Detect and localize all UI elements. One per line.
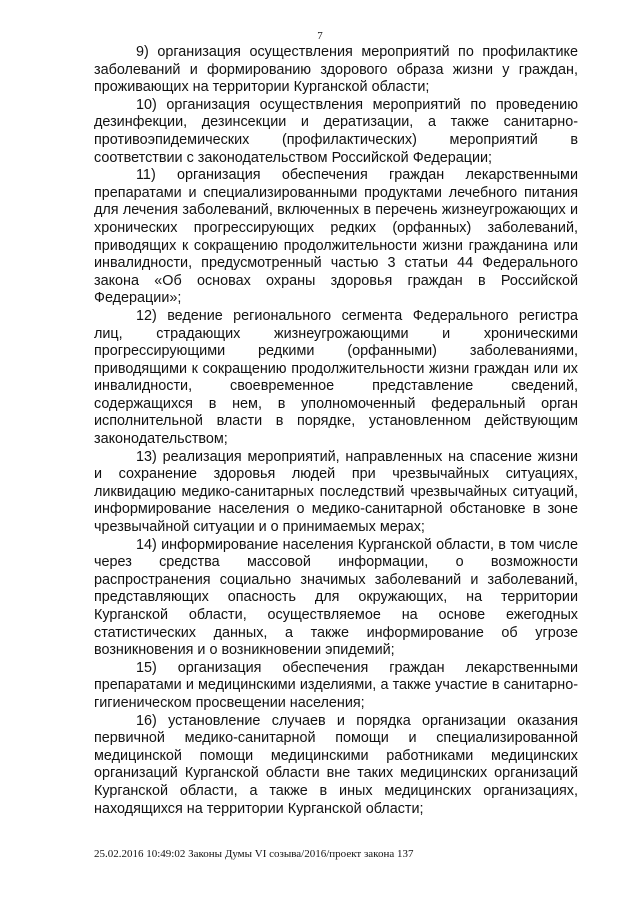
paragraph-item-16: 16) установление случаев и порядка организации оказания первичной медико-санитарной помощи и специализированной медицинской помощи медицинскими работниками медицинских организаций Курганской области вне таких медицинских организаций Курганской области, а также в иных медицинских организациях, находящихся на территории Курганской области; (94, 712, 578, 817)
paragraph-item-14: 14) информирование населения Курганской области, в том числе через средства массовой информации, о возможности распространения социально значимых заболеваний и заболеваний, представляющих опасность для окружающих, на территории Курганской области, осуществляемое на основе ежегодных статистических данных, а также информирование об угрозе возникновения и о возникновении эпидемий; (94, 536, 578, 659)
paragraph-item-12: 12) ведение регионального сегмента Федерального регистра лиц, страдающих жизнеугрожающими и хроническими прогрессирующими редкими (орфанными) заболеваниями, приводящими к сокращению продолжительности жизни граждан или их инвалидности, своевременное представление сведений, содержащихся в нем, в уполномоченный федеральный орган исполнительной власти в порядке, установленном действующим законодательством; (94, 307, 578, 448)
paragraph-item-10: 10) организация осуществления мероприятий по проведению дезинфекции, дезинсекции и дератизации, а также санитарно-противоэпидемических (профилактических) мероприятий в соответствии с законодательством Российской Федерации; (94, 96, 578, 166)
document-body (94, 44, 578, 818)
document-footer: 25.02.2016 10:49:02 Законы Думы VI созыва/2016/проект закона 137 (94, 848, 414, 860)
page-number: 7 (317, 30, 323, 42)
paragraph-item-13: 13) реализация мероприятий, направленных на спасение жизни и сохранение здоровья людей при чрезвычайных ситуациях, ликвидацию медико-санитарных последствий чрезвычайных ситуаций, информирование населения о медико-санитарной обстановке в зоне чрезвычайной ситуации и о принимаемых мерах; (94, 448, 578, 536)
paragraph-item-11: 11) организация обеспечения граждан лекарственными препаратами и специализированными продуктами лечебного питания для лечения заболеваний, включенных в перечень жизнеугрожающих и хронических прогрессирующих редких (орфанных) заболеваний, приводящих к сокращению продолжительности жизни гражданина или инвалидности, предусмотренный частью 3 статьи 44 Федерального закона «Об основах охраны здоровья граждан в Российской Федерации»; (94, 167, 578, 307)
paragraph-item-15: 15) организация обеспечения граждан лекарственными препаратами и медицинскими изделиями, а также участие в санитарно-гигиеническом просвещении населения; (94, 659, 578, 711)
paragraph-item-9: 9) организация осуществления мероприятий по профилактике заболеваний и формированию здорового образа жизни у граждан, проживающих на территории Курганской области; (94, 44, 578, 96)
